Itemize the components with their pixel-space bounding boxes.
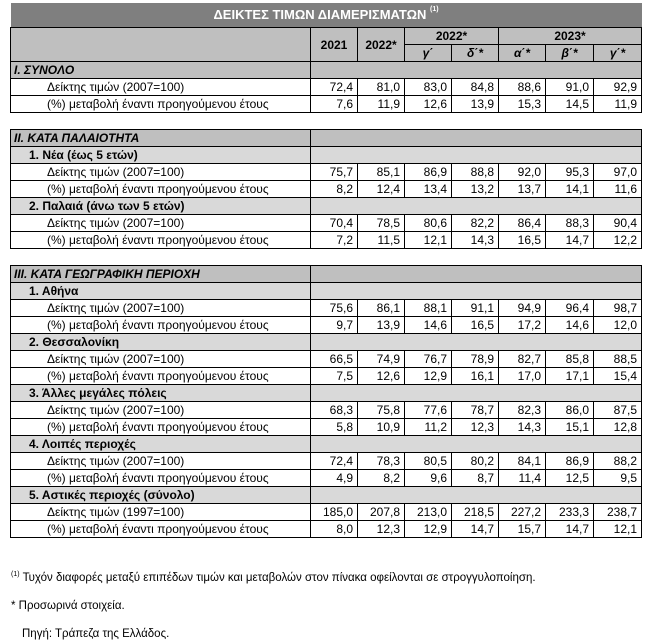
header-2023-q3: γ΄* [594,45,642,62]
sec-row [11,266,642,283]
sub-fill-cell [452,385,499,402]
value-cell: 12,3 [452,419,499,436]
value-cell: 84,1 [499,453,546,470]
table-row [11,232,642,249]
value-cell: 78,3 [358,453,405,470]
value-cell: 10,9 [358,419,405,436]
sec-fill-cell [499,130,546,147]
table-row [11,96,642,113]
value-cell: 12,9 [405,521,452,538]
value-cell: 9,7 [311,317,358,334]
sub-fill-cell [546,334,594,351]
value-cell: 12,1 [405,232,452,249]
sec-fill-cell [452,62,499,79]
sub-fill-cell [358,198,405,215]
sub-fill-cell [358,147,405,164]
sec-fill-cell [358,130,405,147]
row-label: Δείκτης τιμών (2007=100) [11,164,311,181]
sec-fill-cell [499,62,546,79]
value-cell: 86,4 [499,215,546,232]
value-cell: 8,2 [358,470,405,487]
footnote-mark: (1) [11,571,20,578]
value-cell: 82,3 [499,402,546,419]
value-cell: 8,7 [452,470,499,487]
sub-title: 2. Παλαιά (άνω των 5 ετών) [11,198,311,215]
sec-fill-cell [311,130,358,147]
table-row [11,504,642,521]
table-row [11,453,642,470]
sec-fill-cell [499,266,546,283]
value-cell: 16,5 [452,317,499,334]
value-cell: 70,4 [311,215,358,232]
sub-fill-cell [311,487,358,504]
value-cell: 97,0 [594,164,642,181]
sub-fill-cell [405,147,452,164]
value-cell: 80,2 [452,453,499,470]
sub-fill-cell [452,487,499,504]
header-group-2023: 2023* [499,28,642,45]
sub-fill-cell [594,334,642,351]
value-cell: 84,8 [452,79,499,96]
sec-title: ΙΙ. ΚΑΤΑ ΠΑΛΑΙΟΤΗΤΑ [11,130,311,147]
sub-fill-cell [358,436,405,453]
sub-fill-cell [452,334,499,351]
value-cell: 88,6 [499,79,546,96]
row-label: (%) μεταβολή έναντι προηγούμενου έτους [11,181,311,198]
value-cell: 11,2 [405,419,452,436]
sub-title: 1. Νέα (έως 5 ετών) [11,147,311,164]
value-cell: 12,6 [405,96,452,113]
value-cell: 15,1 [546,419,594,436]
sub-fill-cell [405,487,452,504]
sub-fill-cell [594,436,642,453]
row-label: (%) μεταβολή έναντι προηγούμενου έτους [11,368,311,385]
sub-fill-cell [452,283,499,300]
sub-fill-cell [311,334,358,351]
value-cell: 88,5 [594,351,642,368]
value-cell: 95,3 [546,164,594,181]
sub-row [11,334,642,351]
table-row [11,521,642,538]
value-cell: 8,2 [311,181,358,198]
sec-fill-cell [311,62,358,79]
sub-fill-cell [546,147,594,164]
value-cell: 13,2 [452,181,499,198]
row-label: Δείκτης τιμών (2007=100) [11,300,311,317]
value-cell: 86,0 [546,402,594,419]
value-cell: 12,9 [405,368,452,385]
sub-fill-cell [499,198,546,215]
sub-title: 5. Αστικές περιοχές (σύνολο) [11,487,311,504]
sub-title: 1. Αθήνα [11,283,311,300]
value-cell: 12,4 [358,181,405,198]
value-cell: 7,5 [311,368,358,385]
sub-fill-cell [452,436,499,453]
sec-title: ΙΙΙ. ΚΑΤΑ ΓΕΩΓΡΑΦΙΚΗ ΠΕΡΙΟΧΗ [11,266,311,283]
value-cell: 17,2 [499,317,546,334]
value-cell: 80,6 [405,215,452,232]
sub-row [11,283,642,300]
value-cell: 14,6 [405,317,452,334]
value-cell: 14,7 [546,232,594,249]
sec-fill-cell [546,62,594,79]
value-cell: 75,8 [358,402,405,419]
value-cell: 66,5 [311,351,358,368]
value-cell: 12,0 [594,317,642,334]
sub-fill-cell [594,385,642,402]
value-cell: 11,5 [358,232,405,249]
sec-fill-cell [594,62,642,79]
value-cell: 213,0 [405,504,452,521]
value-cell: 16,5 [499,232,546,249]
value-cell: 75,6 [311,300,358,317]
sec-fill-cell [358,62,405,79]
value-cell: 14,3 [499,419,546,436]
row-label: Δείκτης τιμών (2007=100) [11,402,311,419]
header-label-cell [11,28,311,62]
value-cell: 92,0 [499,164,546,181]
spacer-row [11,249,642,266]
value-cell: 94,9 [499,300,546,317]
table-row [11,368,642,385]
value-cell: 77,6 [405,402,452,419]
value-cell: 14,1 [546,181,594,198]
value-cell: 15,4 [594,368,642,385]
value-cell: 15,7 [499,521,546,538]
value-cell: 85,8 [546,351,594,368]
value-cell: 14,3 [452,232,499,249]
value-cell: 76,7 [405,351,452,368]
table-row [11,300,642,317]
row-label: Δείκτης τιμών (2007=100) [11,453,311,470]
sub-row [11,487,642,504]
value-cell: 88,2 [594,453,642,470]
value-cell: 13,9 [358,317,405,334]
value-cell: 8,0 [311,521,358,538]
value-cell: 11,4 [499,470,546,487]
value-cell: 90,4 [594,215,642,232]
sub-fill-cell [311,436,358,453]
sub-fill-cell [358,385,405,402]
value-cell: 82,2 [452,215,499,232]
row-label: (%) μεταβολή έναντι προηγούμενου έτους [11,317,311,334]
table-row [11,470,642,487]
value-cell: 72,4 [311,453,358,470]
value-cell: 14,5 [546,96,594,113]
value-cell: 13,4 [405,181,452,198]
value-cell: 238,7 [594,504,642,521]
value-cell: 91,1 [452,300,499,317]
value-cell: 78,9 [452,351,499,368]
header-group-2022: 2022* [405,28,499,45]
value-cell: 92,9 [594,79,642,96]
sub-fill-cell [405,436,452,453]
sub-fill-cell [358,334,405,351]
value-cell: 88,3 [546,215,594,232]
row-label: Δείκτης τιμών (1997=100) [11,504,311,521]
sub-fill-cell [546,198,594,215]
sub-fill-cell [594,283,642,300]
sub-fill-cell [358,487,405,504]
value-cell: 12,1 [594,521,642,538]
header-2022-q4: δ΄* [452,45,499,62]
value-cell: 16,1 [452,368,499,385]
sub-fill-cell [546,436,594,453]
row-label: (%) μεταβολή έναντι προηγούμενου έτους [11,470,311,487]
value-cell: 81,0 [358,79,405,96]
title-footnote-mark: (1) [430,6,439,13]
value-cell: 68,3 [311,402,358,419]
sub-row [11,385,642,402]
sub-title: 3. Άλλες μεγάλες πόλεις [11,385,311,402]
value-cell: 80,5 [405,453,452,470]
value-cell: 4,9 [311,470,358,487]
header-2023-q1: α΄* [499,45,546,62]
sec-fill-cell [405,266,452,283]
value-cell: 88,8 [452,164,499,181]
sub-fill-cell [499,147,546,164]
sub-fill-cell [594,147,642,164]
value-cell: 13,9 [452,96,499,113]
footnote-provisional: * Προσωρινά στοιχεία. [11,600,125,612]
value-cell: 86,1 [358,300,405,317]
sec-fill-cell [405,62,452,79]
footnote-rounding: $^{(1)}$ Τυχόν διαφορές μεταξύ επιπέδων τιμών και μεταβολών στον πίνακα οφείλονται σε στρογγυλοποίηση. [11,571,536,584]
table-row [11,419,642,436]
value-cell: 17,1 [546,368,594,385]
value-cell: 96,4 [546,300,594,317]
sub-fill-cell [311,147,358,164]
sub-fill-cell [405,198,452,215]
sub-fill-cell [499,283,546,300]
source-note: Πηγή: Τράπεζα της Ελλάδος. [22,628,170,640]
sub-fill-cell [405,283,452,300]
value-cell: 98,7 [594,300,642,317]
value-cell: 9,6 [405,470,452,487]
row-label: (%) μεταβολή έναντι προηγούμενου έτους [11,419,311,436]
sub-fill-cell [405,385,452,402]
value-cell: 85,1 [358,164,405,181]
sec-fill-cell [546,266,594,283]
value-cell: 75,7 [311,164,358,181]
value-cell: 185,0 [311,504,358,521]
sub-fill-cell [311,283,358,300]
sec-fill-cell [594,266,642,283]
sec-fill-cell [358,266,405,283]
sub-fill-cell [499,487,546,504]
sub-fill-cell [405,334,452,351]
row-label: (%) μεταβολή έναντι προηγούμενου έτους [11,96,311,113]
value-cell: 12,6 [358,368,405,385]
value-cell: 82,7 [499,351,546,368]
value-cell: 86,9 [405,164,452,181]
sub-fill-cell [452,198,499,215]
value-cell: 12,2 [594,232,642,249]
value-cell: 12,3 [358,521,405,538]
table-row [11,351,642,368]
row-label: (%) μεταβολή έναντι προηγούμενου έτους [11,232,311,249]
value-cell: 12,5 [546,470,594,487]
sub-fill-cell [452,147,499,164]
sub-fill-cell [546,385,594,402]
table-row [11,402,642,419]
header-2023-q2: β΄* [546,45,594,62]
sub-row [11,436,642,453]
sec-fill-cell [405,130,452,147]
table-row [11,181,642,198]
sub-row [11,198,642,215]
sub-fill-cell [594,198,642,215]
sec-row [11,62,642,79]
value-cell: 233,3 [546,504,594,521]
value-cell: 78,7 [452,402,499,419]
sub-fill-cell [311,198,358,215]
table-row [11,79,642,96]
value-cell: 12,8 [594,419,642,436]
value-cell: 14,6 [546,317,594,334]
value-cell: 72,4 [311,79,358,96]
value-cell: 7,2 [311,232,358,249]
spacer-row [11,113,642,130]
value-cell: 207,8 [358,504,405,521]
value-cell: 13,7 [499,181,546,198]
value-cell: 227,2 [499,504,546,521]
table-row [11,317,642,334]
sub-fill-cell [311,385,358,402]
value-cell: 9,5 [594,470,642,487]
sub-fill-cell [594,487,642,504]
sec-fill-cell [546,130,594,147]
table-row [11,215,642,232]
row-label: Δείκτης τιμών (2007=100) [11,79,311,96]
row-label: Δείκτης τιμών (2007=100) [11,351,311,368]
value-cell: 17,0 [499,368,546,385]
header-2022: 2022* [358,28,405,62]
sec-fill-cell [311,266,358,283]
sub-fill-cell [499,436,546,453]
sec-row [11,130,642,147]
sec-fill-cell [452,266,499,283]
value-cell: 5,8 [311,419,358,436]
sub-fill-cell [546,283,594,300]
sub-title: 2. Θεσσαλονίκη [11,334,311,351]
table-row [11,164,642,181]
sub-row [11,147,642,164]
value-cell: 86,9 [546,453,594,470]
sub-fill-cell [499,334,546,351]
sec-fill-cell [452,130,499,147]
sub-title: 4. Λοιπές περιοχές [11,436,311,453]
value-cell: 14,7 [452,521,499,538]
value-cell: 15,3 [499,96,546,113]
price-index-table [10,3,642,538]
value-cell: 14,7 [546,521,594,538]
value-cell: 91,0 [546,79,594,96]
value-cell: 11,9 [358,96,405,113]
header-2022-q3: γ΄ [405,45,452,62]
header-2021: 2021 [311,28,358,62]
row-label: Δείκτης τιμών (2007=100) [11,215,311,232]
value-cell: 88,1 [405,300,452,317]
value-cell: 11,9 [594,96,642,113]
value-cell: 83,0 [405,79,452,96]
value-cell: 7,6 [311,96,358,113]
sub-fill-cell [546,487,594,504]
sec-fill-cell [594,130,642,147]
value-cell: 87,5 [594,402,642,419]
sub-fill-cell [499,385,546,402]
value-cell: 218,5 [452,504,499,521]
sec-title: Ι. ΣΥΝΟΛΟ [11,62,311,79]
sub-fill-cell [358,283,405,300]
value-cell: 78,5 [358,215,405,232]
table-title: ΔΕΙΚΤΕΣ ΤΙΜΩΝ ΔΙΑΜΕΡΙΣΜΑΤΩΝ $^{(1)}$ [11,3,642,28]
value-cell: 74,9 [358,351,405,368]
value-cell: 11,6 [594,181,642,198]
row-label: (%) μεταβολή έναντι προηγούμενου έτους [11,521,311,538]
